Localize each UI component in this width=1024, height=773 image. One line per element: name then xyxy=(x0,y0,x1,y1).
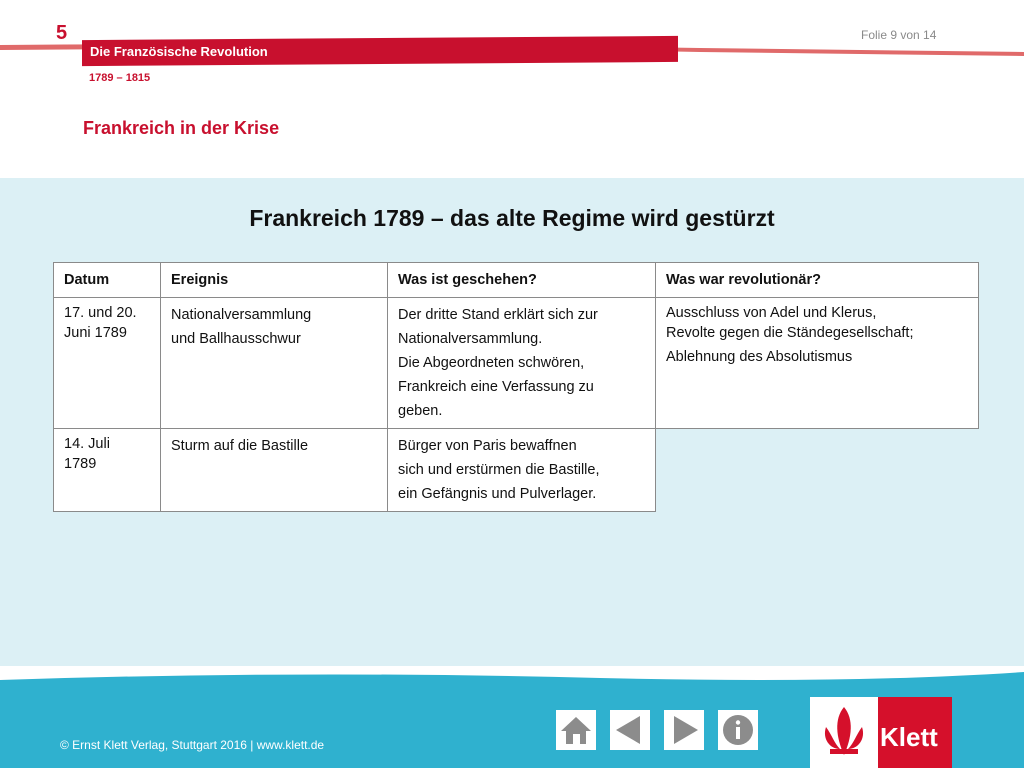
previous-icon xyxy=(610,710,650,750)
previous-button[interactable] xyxy=(610,710,650,750)
text-line: Sturm auf die Bastille xyxy=(171,438,309,454)
text-line: Revolte gegen die Ständegesellschaft; xyxy=(666,325,914,341)
chapter-number: 5 xyxy=(56,22,68,44)
chapter-years: 1789 – 1815 xyxy=(89,72,151,84)
text-line: Juni 1789 xyxy=(64,325,127,341)
text-line: Ausschluss von Adel und Klerus, xyxy=(666,305,877,321)
cell-geschehen xyxy=(388,298,656,429)
text-line: geben. xyxy=(398,403,443,419)
text-line: 17. und 20. xyxy=(64,305,137,321)
cell-ereignis xyxy=(161,429,388,512)
header-ereignis: Ereignis xyxy=(161,263,388,298)
header-geschehen: Was ist geschehen? xyxy=(388,263,656,298)
text-line: Bürger von Paris bewaffnen xyxy=(398,438,577,454)
slide-counter: Folie 9 von 14 xyxy=(861,28,937,42)
text-line: und Ballhausschwur xyxy=(171,331,301,347)
table-row xyxy=(54,429,979,512)
text-line: Nationalversammlung xyxy=(171,307,312,323)
text-line: ein Gefängnis und Pulverlager. xyxy=(398,486,597,502)
fleur-de-lis-icon xyxy=(810,697,878,768)
text-line: 14. Juli xyxy=(64,436,110,452)
empty-cell xyxy=(656,429,979,512)
cell-datum xyxy=(54,429,161,512)
cell-geschehen xyxy=(388,429,656,512)
cell-ereignis xyxy=(161,298,388,429)
section-title: Frankreich in der Krise xyxy=(83,118,280,138)
text-line: sich und erstürmen die Bastille, xyxy=(398,462,600,478)
klett-logo-text: Klett xyxy=(880,722,938,752)
slide-title: Frankreich 1789 – das alte Regime wird gestürzt xyxy=(249,205,775,231)
info-button[interactable] xyxy=(718,710,758,750)
home-button[interactable] xyxy=(556,710,596,750)
text-line: 1789 xyxy=(64,456,97,472)
chapter-title: Die Französische Revolution xyxy=(90,44,268,59)
info-icon xyxy=(718,710,758,750)
header-revolutionaer: Was war revolutionär? xyxy=(656,263,979,298)
home-icon xyxy=(556,710,596,750)
table-header-row xyxy=(54,263,979,298)
table-row xyxy=(54,298,979,429)
copyright: © Ernst Klett Verlag, Stuttgart 2016 | www.klett.de xyxy=(60,738,325,752)
text-line: Der dritte Stand erklärt sich zur xyxy=(398,307,598,323)
text-line: Die Abgeordneten schwören, xyxy=(398,355,585,371)
next-button[interactable] xyxy=(664,710,704,750)
text-line: Ablehnung des Absolutismus xyxy=(666,349,853,365)
events-table xyxy=(53,262,979,512)
cell-datum xyxy=(54,298,161,429)
text-line: Nationalversammlung. xyxy=(398,331,543,347)
header-datum: Datum xyxy=(54,263,161,298)
text-line: Frankreich eine Verfassung zu xyxy=(398,379,594,395)
next-icon xyxy=(664,710,704,750)
cell-revolutionaer xyxy=(656,298,979,429)
